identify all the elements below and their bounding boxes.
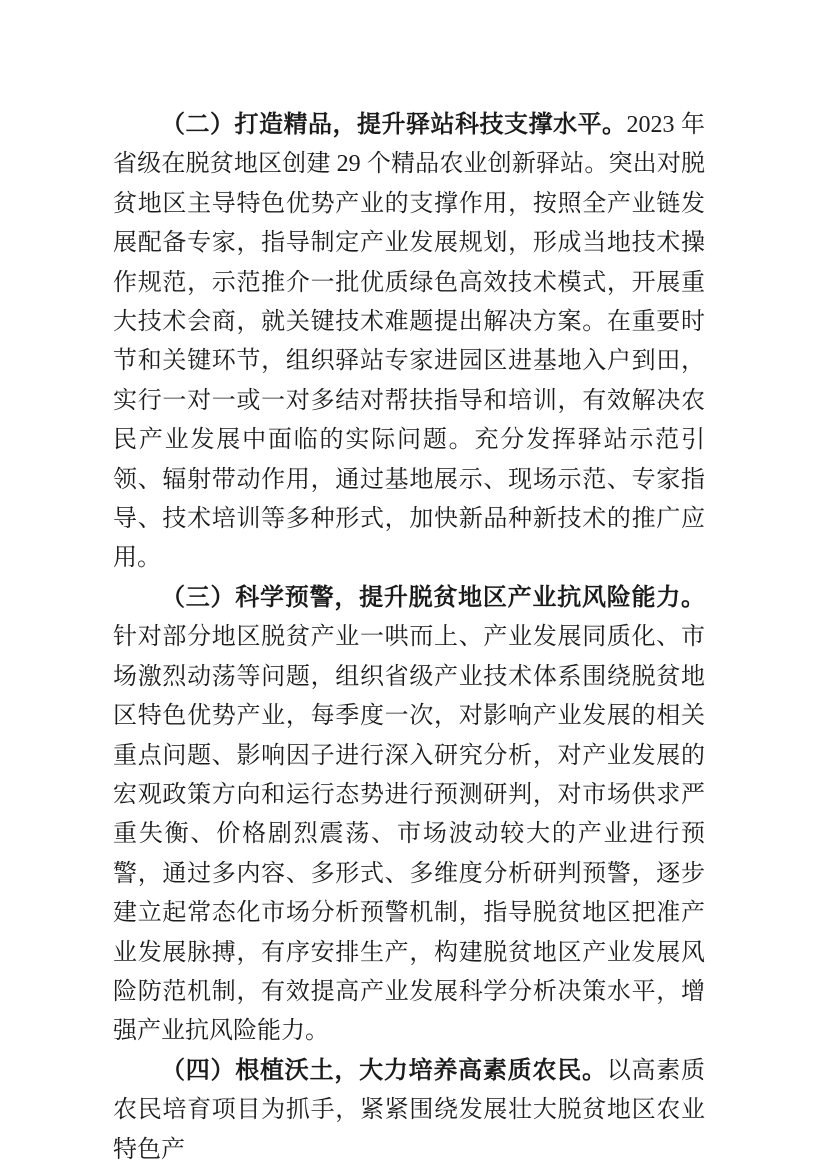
document-text-block <box>113 106 705 1170</box>
paragraph-3-lead: （三）科学预警，提升脱贫地区产业抗风险能力。 <box>161 584 705 611</box>
paragraph-3-body: 针对部分地区脱贫产业一哄而上、产业发展同质化、市场激烈动荡等问题，组织省级产业技术体系围绕脱贫地区特色优势产业，每季度一次，对影响产业发展的相关重点问题、影响因子进行深入研究分析，对产业发展的宏观政策方向和运行态势进行预测研判，对市场供求严重失衡、价格剧烈震荡、市场波动较大的产业进行预警，通过多内容、多形式、多维度分析研判预警，逐步建立起常态化市场分析预警机制，指导脱贫地区把准产业发展脉搏，有序安排生产，构建脱贫地区产业发展风险防范机制，有效提高产业发展科学分析决策水平，增强产业抗风险能力。 <box>113 624 705 1045</box>
paragraph-4-body: 以高素质农民培育项目为抓手，紧紧围绕发展壮大脱贫地区农业特色产 <box>113 1057 706 1163</box>
paragraph-4-lead: （四）根植沃土，大力培养高素质农民。 <box>161 1057 607 1084</box>
paragraph-section-4 <box>113 1052 705 1170</box>
paragraph-2-body: 2023 年省级在脱贫地区创建 29 个精品农业创新驿站。突出对脱贫地区主导特色优势产业的支撑作用，按照全产业链发展配备专家，指导制定产业发展规划，形成当地技术操作规范，示范推介一批优质绿色高效技术模式，开展重大技术会商，就关键技术难题提出解决方案。在重要时节和关键环节，组织驿站专家进园区进基地入户到田，实行一对一或一对多结对帮扶指导和培训，有效解决农民产业发展中面临的实际问题。充分发挥驿站示范引领、辐射带动作用，通过基地展示、现场示范、专家指导、技术培训等多种形式，加快新品种新技术的推广应用。 <box>113 112 705 572</box>
paragraph-section-2 <box>113 106 705 579</box>
paragraph-section-3 <box>113 579 705 1052</box>
paragraph-2-lead: （二）打造精品，提升驿站科技支撑水平。 <box>161 112 627 138</box>
